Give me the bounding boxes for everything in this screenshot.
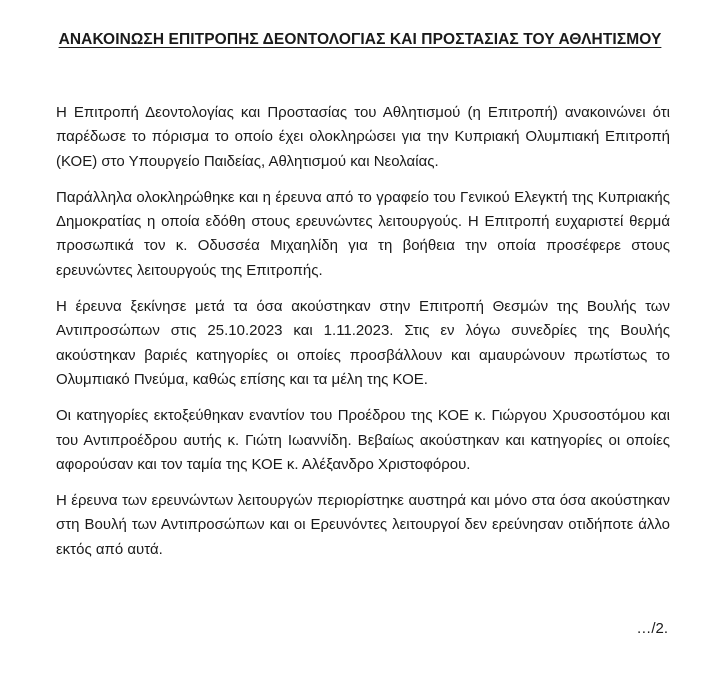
paragraph-2: Παράλληλα ολοκληρώθηκε και η έρευνα από το γραφείο του Γενικού Ελεγκτή της Κυπριακής Δημοκρατίας η οποία εδόθη στους ερευνώντες λειτουργούς. Η Επιτροπή ευχαριστεί θερμά προσωπικά τον κ. Οδυσσέα Μιχαηλίδη για τη βοήθεια την οποία προσέφερε στους ερευνώντες λειτουργούς της Επιτροπής.: [56, 188, 670, 279]
document-title: ΑΝΑΚΟΙΝΩΣΗ ΕΠΙΤΡΟΠΗΣ ΔΕΟΝΤΟΛΟΓΙΑΣ ΚΑΙ ΠΡΟΣΤΑΣΙΑΣ ΤΟΥ ΑΘΛΗΤΙΣΜΟΥ: [58, 31, 662, 48]
document-body: [56, 101, 670, 574]
paragraph-4: Οι κατηγορίες εκτοξεύθηκαν εναντίον του Προέδρου της ΚΟΕ κ. Γιώργου Χρυσοστόμου και του Αντιπροέδρου αυτής κ. Γιώτη Ιωαννίδη. Βεβαίως ακούστηκαν και κατηγορίες οι οποίες αφορούσαν και τον ταμία της ΚΟΕ κ. Αλέξανδρο Χριστοφόρου.: [56, 407, 670, 473]
paragraph-3: Η έρευνα ξεκίνησε μετά τα όσα ακούστηκαν στην Επιτροπή Θεσμών της Βουλής των Αντιπροσώπων στις 25.10.2023 και 1.11.2023. Στις εν λόγω συνεδρίες της Βουλής ακούστηκαν βαριές κατηγορίες οι οποίες προσβάλλουν και αμαυρώνουν πρωτίστως το Ολυμπιακό Πνεύμα, καθώς επίσης και τα μέλη της ΚΟΕ.: [56, 298, 670, 388]
paragraph-5: Η έρευνα των ερευνώντων λειτουργών περιορίστηκε αυστηρά και μόνο στα όσα ακούστηκαν στη Βουλή των Αντιπροσώπων και οι Ερευνόντες λειτουργοί δεν ερεύνησαν οτιδήποτε άλλο εκτός από αυτά.: [56, 492, 670, 558]
paragraph-1: Η Επιτροπή Δεοντολογίας και Προστασίας του Αθλητισμού (η Επιτροπή) ανακοινώνει ότι παρέδωσε το πόρισμα το οποίο έχει ολοκληρώσει για την Κυπριακή Ολυμπιακή Επιτροπή (ΚΟΕ) στο Υπουργείο Παιδείας, Αθλητισμού και Νεολαίας.: [56, 104, 670, 170]
page-continuation-marker: …/2.: [636, 620, 668, 637]
